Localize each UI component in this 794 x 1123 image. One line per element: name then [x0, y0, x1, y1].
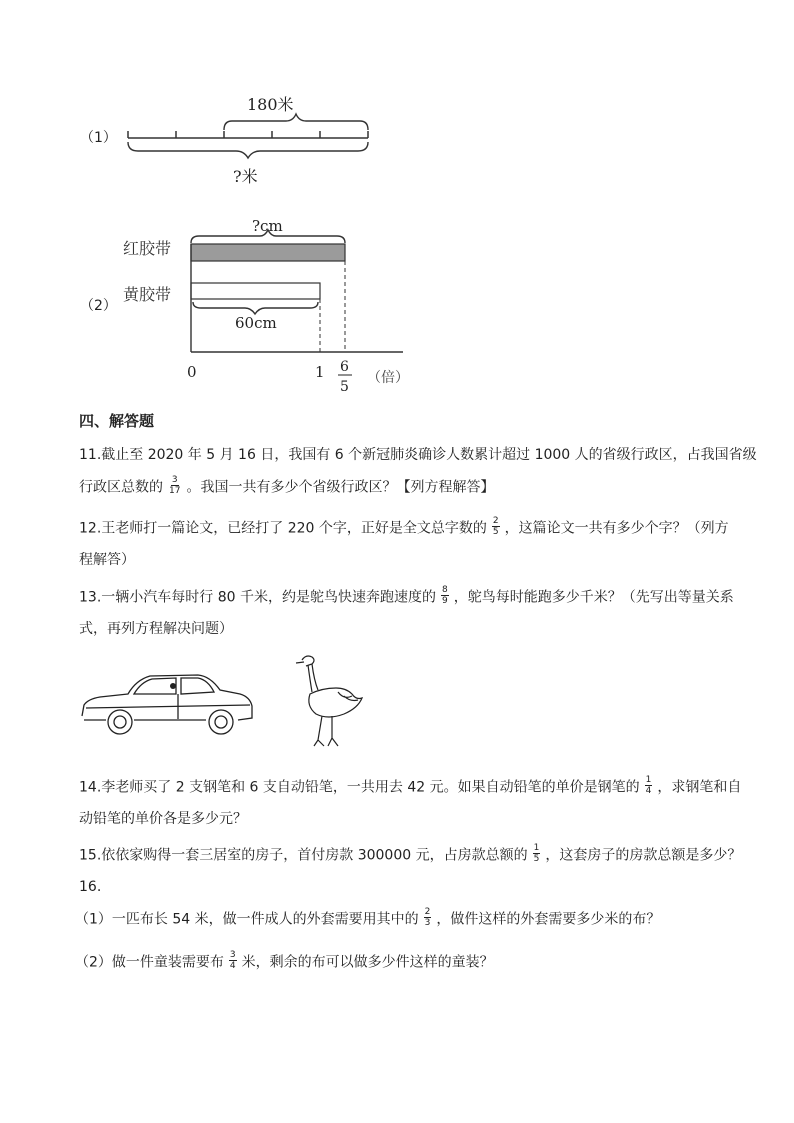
ostrich-body [309, 688, 362, 717]
axis-zero: 0 [187, 363, 197, 381]
red-tape-label: 红胶带 [123, 239, 172, 258]
axis-one: 1 [315, 363, 325, 381]
ostrich-feathers [338, 692, 358, 701]
q14-line1 [79, 777, 741, 798]
car-side-line [86, 705, 250, 708]
car-illustration [78, 672, 258, 744]
axis-unit: （倍） [367, 370, 409, 386]
q11-line1: 11.截止至 2020 年 5 月 16 日，我国有 6 个新冠肺炎确诊人数累计超过 1000 人的省级行政区，占我国省级 [79, 447, 757, 463]
q16-part2-text-b: 米，剩余的布可以做多少件这样的童装？ [241, 954, 494, 971]
q14-text-a: 14.李老师买了 2 支钢笔和 6 支自动铅笔，一共用去 42 元。如果自动铅笔的单价是钢笔的 [79, 779, 640, 796]
q15-text-a: 15.依依家购得一套三居室的房子，首付房款 300000 元，占房款总额的 [79, 847, 528, 864]
q16-part1-text-b: ，做件这样的外套需要多少米的布？ [436, 911, 661, 928]
diagram1-top-text: 180米 [247, 95, 294, 114]
q16-part1-text-a: （1）一匹布长 54 米，做一件成人的外套需要用其中的 [75, 911, 419, 928]
tape-diagram-2 [115, 210, 425, 400]
ostrich-beak [296, 662, 304, 663]
q16-part1-fraction: $\frac{2}{3}$ [424, 907, 431, 928]
q14-text-b: ，求钢笔和自 [657, 779, 742, 796]
bottom-brace-2 [193, 302, 318, 314]
q14-line2: 动铅笔的单价各是多少元？ [79, 811, 247, 827]
ostrich-neck [308, 664, 318, 692]
diagram2-label: （2） [80, 298, 117, 314]
diagram2-bottom-text: 60cm [235, 314, 277, 332]
q16-part2 [75, 952, 494, 973]
q11-text-a: 行政区总数的 [79, 479, 163, 496]
q13-text-b: ，鸵鸟每时能跑多少千米？（先写出等量关系 [453, 589, 734, 606]
q11-fraction: $\frac{3}{17}$ [169, 475, 181, 496]
diagram1-bottom-text: ?米 [233, 167, 258, 186]
q16-part2-text-a: （2）做一件童装需要布 [75, 954, 224, 971]
q15-fraction: $\frac{1}{5}$ [533, 843, 540, 864]
ostrich-leg-right [328, 716, 338, 746]
car-body [82, 675, 252, 720]
car-driver [170, 683, 176, 689]
yellow-tape-bar [191, 283, 320, 299]
q12-text-a: 12.王老师打一篇论文，已经打了 220 个字，正好是全文总字数的 [79, 520, 487, 537]
q13-text-a: 13.一辆小汽车每时行 80 千米，约是鸵鸟快速奔跑速度的 [79, 589, 436, 606]
section-title: 四、解答题 [79, 412, 155, 430]
car-wheel-front [108, 710, 132, 734]
top-brace [224, 114, 368, 130]
axis-frac-num: 6 [340, 359, 349, 375]
diagram2-top-text: ?cm [252, 217, 283, 235]
q13-fraction: $\frac{8}{9}$ [441, 585, 448, 606]
q16-part2-fraction: $\frac{3}{4}$ [229, 950, 236, 971]
q11-text-b: 。我国一共有多少个省级行政区？【列方程解答】 [186, 479, 495, 496]
q13-line1 [79, 587, 734, 608]
q12-text-b: ，这篇论文一共有多少个字？（列方 [504, 520, 729, 537]
line-segment-diagram-1 [120, 88, 380, 190]
car-window-rear [181, 678, 214, 694]
ostrich-illustration [292, 650, 372, 752]
axis-frac-den: 5 [340, 379, 349, 395]
red-tape-bar [191, 244, 345, 261]
car-wheel-rear [209, 710, 233, 734]
q12-line2: 程解答） [79, 552, 135, 568]
q15-line1 [79, 845, 741, 866]
q16-number: 16. [79, 879, 102, 895]
diagram1-label: （1） [80, 130, 117, 146]
q12-line1 [79, 518, 729, 539]
q14-fraction: $\frac{1}{4}$ [645, 775, 652, 796]
q13-line2: 式，再列方程解决问题） [79, 621, 233, 637]
bottom-brace [128, 142, 368, 158]
yellow-tape-label: 黄胶带 [123, 285, 172, 304]
q12-fraction: $\frac{2}{5}$ [492, 516, 499, 537]
ostrich-leg-left [314, 716, 324, 746]
q15-text-b: ，这套房子的房款总额是多少？ [545, 847, 742, 864]
q16-part1 [75, 909, 660, 930]
q11-line2 [79, 477, 494, 498]
